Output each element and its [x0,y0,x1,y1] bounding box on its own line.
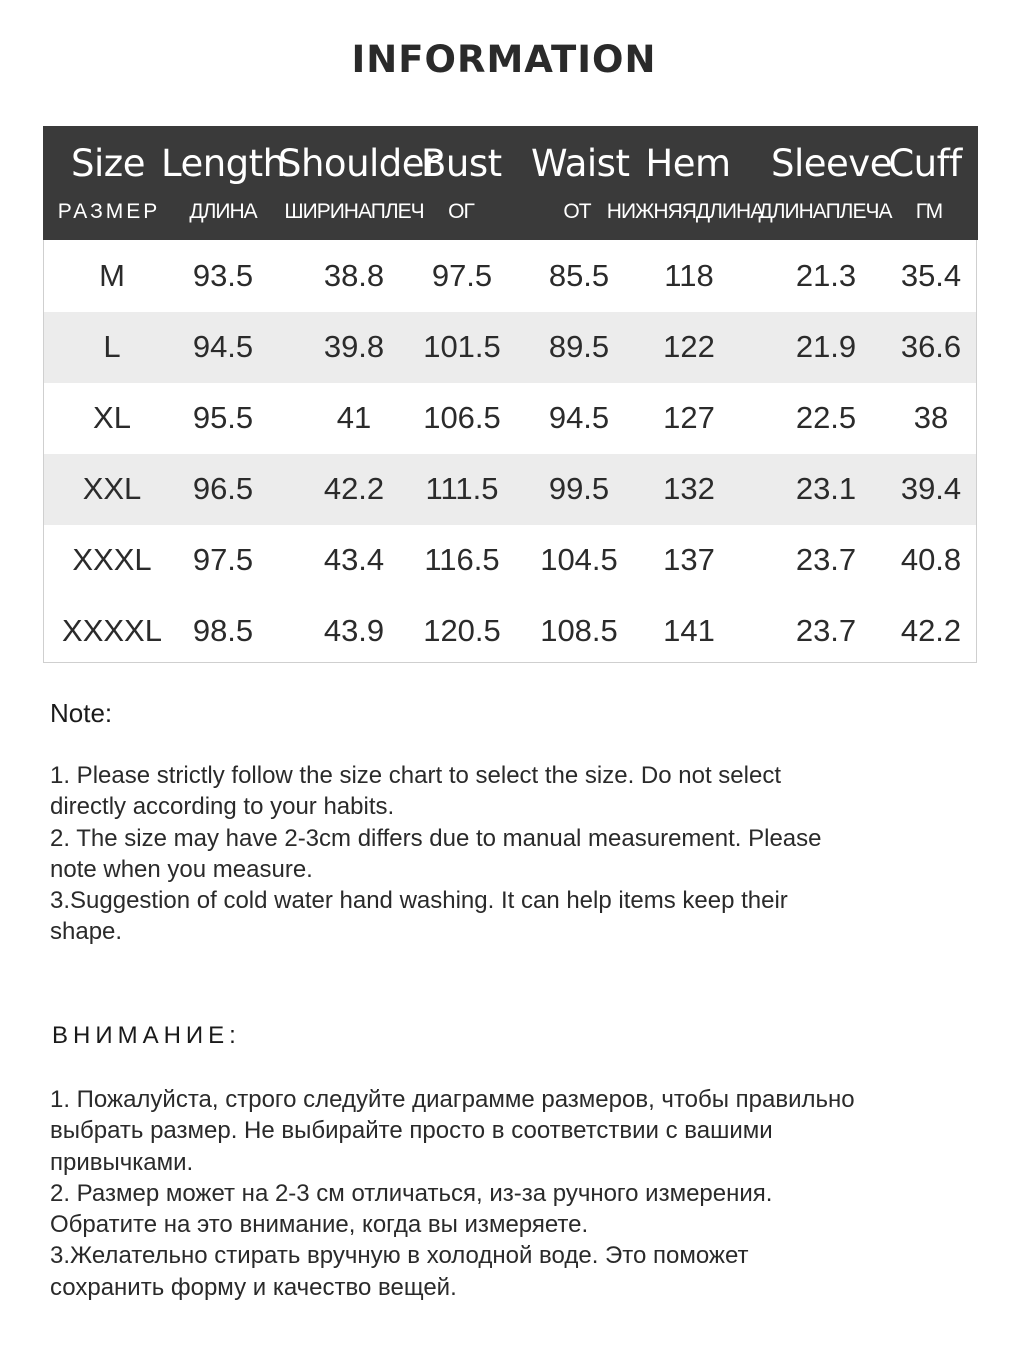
cell-size: XL [93,400,131,435]
note-en-line: 2. The size may have 2-3cm differs due to manual measurement. Please [50,824,822,852]
cell-cuff: 39.4 [900,471,962,506]
cell-hem: 118 [664,258,714,293]
cell-sleeve: 21.9 [795,329,857,364]
cell-cuff: 35.4 [900,258,962,293]
table-row [44,525,976,596]
cell-size: XXXXL [62,613,162,648]
cell-size: XXXL [72,542,152,577]
table-row [44,596,976,667]
note-ru-line: привычками. [50,1148,194,1176]
cell-waist: 89.5 [548,329,610,364]
header-size-ru: РАЗМЕР [57,200,161,223]
header-sleeve-ru: ДЛИНАПЛЕЧА [758,200,892,223]
table-row [44,241,976,312]
cell-shoulder: 42.2 [323,471,385,506]
cell-shoulder: 38.8 [323,258,385,293]
cell-size: XXL [82,471,142,506]
note-ru-line: 1. Пожалуйста, строго следуйте диаграмме размеров, чтобы правильно [50,1086,855,1113]
cell-length: 97.5 [192,542,254,577]
cell-waist: 85.5 [548,258,610,293]
header-hem-ru: НИЖНЯЯДЛИНА [606,200,764,223]
cell-bust: 101.5 [423,329,501,364]
note-ru-line: 2. Размер может на 2-3 см отличаться, из-за ручного измерения. [50,1179,773,1207]
table-row [44,312,976,383]
cell-shoulder: 39.8 [323,329,385,364]
cell-sleeve: 21.3 [795,258,857,293]
page-title: INFORMATION [351,38,657,81]
cell-cuff: 36.6 [900,329,962,364]
cell-bust: 116.5 [424,542,500,577]
header-length-ru: ДЛИНА [189,200,257,223]
note-title: Note: [50,698,113,728]
note-en-body [50,760,980,948]
cell-sleeve: 23.7 [795,542,857,577]
cell-bust: 111.5 [425,471,499,506]
cell-hem: 137 [663,542,715,577]
cell-size: M [99,258,125,293]
cell-sleeve: 23.7 [795,613,857,648]
cell-cuff: 42.2 [900,613,962,648]
note-en-line: note when you measure. [50,855,313,883]
cell-sleeve: 23.1 [795,471,857,506]
cell-waist: 104.5 [540,542,618,577]
size-table [43,126,977,663]
cell-length: 95.5 [192,400,254,435]
cell-waist: 99.5 [548,471,610,506]
cell-shoulder: 41 [336,400,372,435]
note-en-line: 3.Suggestion of cold water hand washing. It can help items keep their [50,887,788,915]
cell-shoulder: 43.4 [323,542,385,577]
header-hem: Hem [645,142,731,185]
attention-title: ВНИМАНИЕ: [52,1022,241,1049]
note-ru-body [50,1084,980,1303]
header-bust: Bust [421,142,502,185]
note-ru-line: 3.Желательно стирать вручную в холодной воде. Это поможет [50,1242,749,1270]
header-size: Size [71,142,145,185]
note-en-line: 1. Please strictly follow the size chart to select the size. Do not select [50,762,781,789]
cell-hem: 127 [663,400,715,435]
header-bust-ru: ОГ [448,200,474,223]
cell-cuff: 38 [913,400,949,435]
cell-shoulder: 43.9 [323,613,385,648]
cell-waist: 108.5 [540,613,618,648]
header-cuff-ru: ГМ [915,200,943,223]
note-ru-line: Обратите на это внимание, когда вы измеряете. [50,1211,589,1239]
cell-length: 96.5 [192,471,254,506]
header-cuff: Cuff [888,142,962,185]
table-header [43,126,978,240]
header-waist-ru: ОТ [563,200,591,223]
header-shoulder: Shoulder [278,142,439,185]
note-en-line: shape. [50,918,123,946]
header-shoulder-ru: ШИРИНАПЛЕЧ [284,200,424,223]
note-ru-line: выбрать размер. Не выбирайте просто в соответствии с вашими [50,1117,773,1145]
header-sleeve: Sleeve [771,142,892,185]
header-waist: Waist [531,142,630,185]
cell-sleeve: 22.5 [795,400,857,435]
cell-bust: 120.5 [423,613,501,648]
cell-hem: 122 [663,329,715,364]
cell-length: 93.5 [192,258,254,293]
cell-length: 94.5 [192,329,254,364]
cell-length: 98.5 [192,613,254,648]
cell-hem: 141 [663,613,715,648]
cell-hem: 132 [663,471,715,506]
note-ru-line: сохранить форму и качество вещей. [50,1273,457,1301]
cell-cuff: 40.8 [900,542,962,577]
note-en-line: directly according to your habits. [50,793,395,821]
table-row [44,454,976,525]
cell-bust: 106.5 [423,400,501,435]
cell-waist: 94.5 [548,400,610,435]
header-length: Length [161,142,286,185]
cell-bust: 97.5 [431,258,493,293]
table-row [44,383,976,454]
cell-size: L [103,329,121,364]
